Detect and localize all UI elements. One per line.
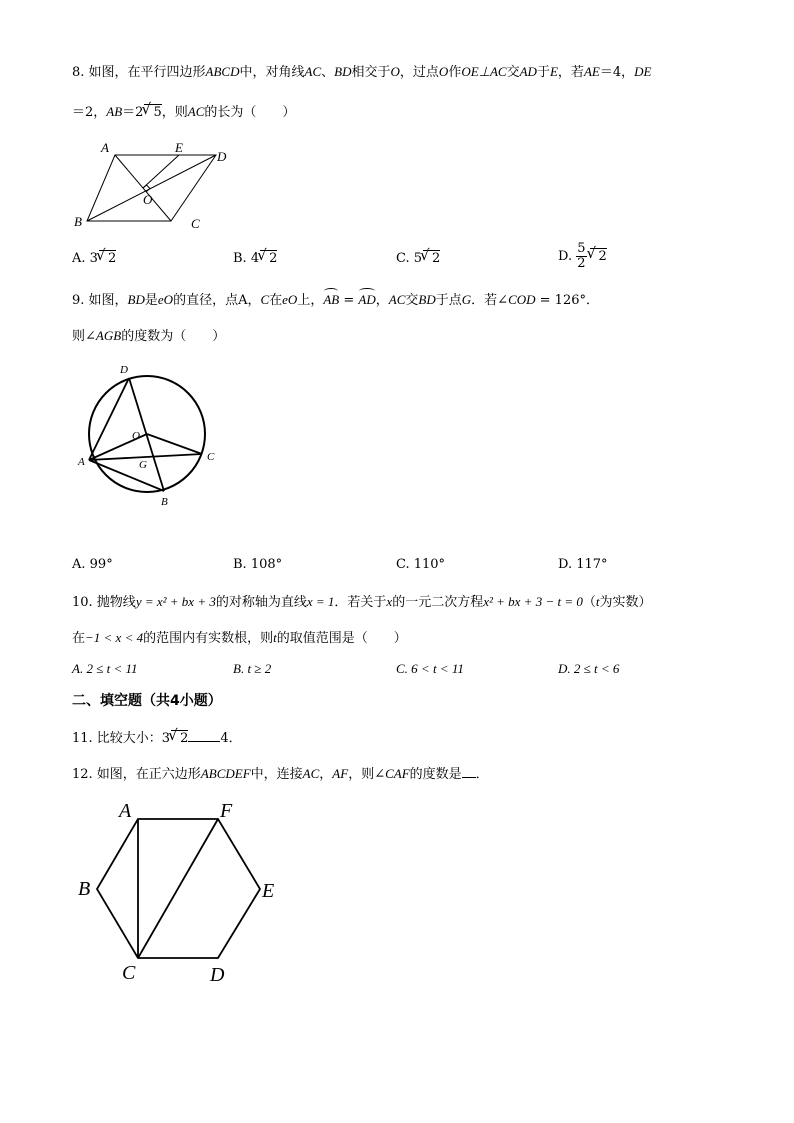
label-o: O xyxy=(132,430,140,442)
diagonal-bd xyxy=(87,155,216,221)
label-a: A xyxy=(78,456,85,468)
section-title-fill-in: 二、填空题（共4小题） xyxy=(72,693,222,709)
q12-number: 12. 如图，在正六边形 xyxy=(72,767,201,782)
q9-option-c[interactable]: C. 110° xyxy=(396,557,446,572)
label-g: G xyxy=(139,459,147,471)
label-c: C xyxy=(207,451,215,463)
q12-answer-blank[interactable] xyxy=(462,765,476,778)
label-b: B xyxy=(161,496,168,508)
sqrt-5: √ 5 xyxy=(144,104,161,120)
q12-line: 12. 如图，在正六边形ABCDEF中，连接AC，AF，则∠CAF的度数是 ． xyxy=(72,766,489,782)
q9-line2: 则∠AGB的度数为（ ） xyxy=(72,328,226,344)
label-o: O xyxy=(143,192,153,207)
label-a: A xyxy=(101,140,109,155)
chord-ab xyxy=(89,460,164,491)
q12-hexagon-figure xyxy=(72,797,288,989)
q8-option-b[interactable]: B. 4√ 2 xyxy=(233,249,277,269)
q8-option-c[interactable]: C. 5√ 2 xyxy=(396,249,440,269)
radius-oc xyxy=(147,434,202,454)
label-e: E xyxy=(262,880,275,902)
q9-option-b[interactable]: B. 108° xyxy=(233,557,283,572)
q10-option-c[interactable]: C. 6 < t < 11 xyxy=(396,661,464,676)
q8-option-a[interactable]: A. 3√ 2 xyxy=(72,249,116,269)
label-b: B xyxy=(74,214,82,229)
arc-ab: AB xyxy=(323,290,339,310)
label-f: F xyxy=(220,800,233,822)
label-d: D xyxy=(217,149,227,164)
arc-ad: AD xyxy=(358,290,375,310)
q9-option-a[interactable]: A. 99° xyxy=(72,557,113,572)
label-e: E xyxy=(175,140,183,155)
label-b: B xyxy=(78,878,91,900)
label-a: A xyxy=(119,800,132,822)
q10-line2: 在−1 < x < 4的范围内有实数根，则t的取值范围是（ ） xyxy=(72,630,407,646)
q10-number: 10. 抛物线 xyxy=(72,595,136,610)
q9-option-d[interactable]: D. 117° xyxy=(558,557,608,572)
q11-line: 11. 比较大小：3√ 2 4． xyxy=(72,729,242,749)
label-d: D xyxy=(120,364,128,376)
q10-option-a[interactable]: A. 2 ≤ t < 11 xyxy=(72,661,138,676)
q10-line1: 10. 抛物线y = x² + bx + 3的对称轴为直线x = 1．若关于x的一元二次方程x² + bx + 3 − t = 0（t为实数） xyxy=(72,594,652,610)
q11-answer-blank[interactable] xyxy=(188,729,220,742)
label-c: C xyxy=(122,962,136,984)
q8-option-d[interactable]: D. $\frac{5}{2}$ √ 2 xyxy=(558,241,607,273)
q9-line1: 9. 如图，BD是eO的直径，点A，C在eO上，AB = AD，AC交BD于点G．若∠COD = 126°． xyxy=(72,292,599,308)
label-c: C xyxy=(191,216,200,231)
q8-parallelogram-figure xyxy=(68,138,238,234)
q10-option-b[interactable]: B. t ≥ 2 xyxy=(233,661,272,676)
fraction-5-2: $\frac{5}{2}$ xyxy=(577,241,586,271)
q8-line2: ＝2，AB＝2√ 5，则AC的长为（ ） xyxy=(72,102,295,123)
segment-cf xyxy=(138,819,218,958)
q9-number: 9. 如图， xyxy=(72,293,128,308)
q8-line1: 8. 如图，在平行四边形ABCD中，对角线AC、BD相交于O，过点O作OE⊥AC交AD于E，若AE＝4，DE xyxy=(72,64,652,80)
q8-number: 8. 如图，在平行四边形 xyxy=(72,65,206,80)
q11-number: 11. 比较大小：3 xyxy=(72,731,171,746)
q10-option-d[interactable]: D. 2 ≤ t < 6 xyxy=(558,661,620,676)
label-d: D xyxy=(210,964,225,986)
q9-circle-figure xyxy=(74,362,224,510)
